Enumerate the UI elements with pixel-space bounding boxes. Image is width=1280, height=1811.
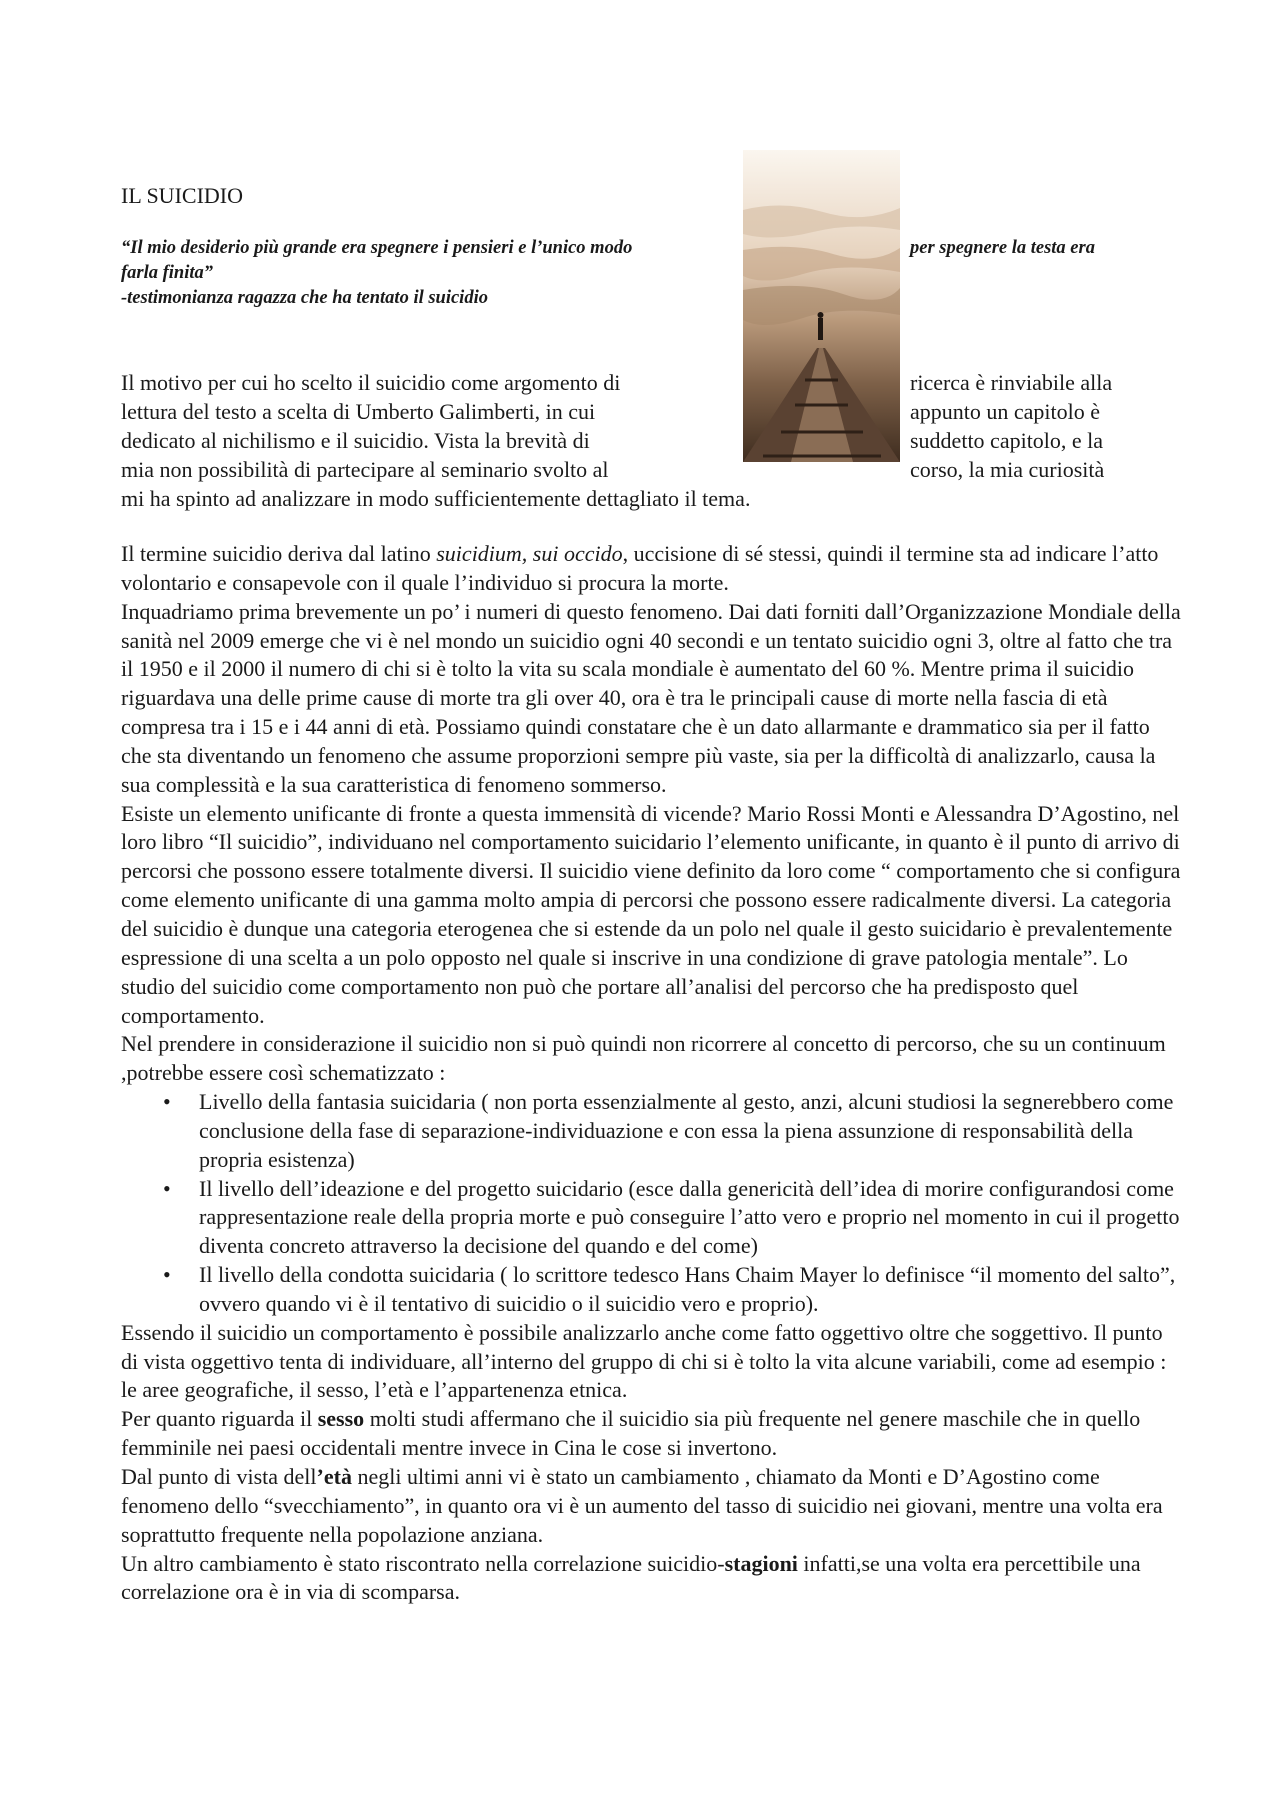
quote-part-3: farla finita” (121, 263, 213, 283)
list-item (121, 1088, 1181, 1175)
p7-bold: ’età (316, 1464, 352, 1489)
body-text (121, 540, 1181, 1607)
paragraph-sex (121, 1405, 1181, 1463)
intro-line-3-left: dedicato al nichilismo e il suicidio. Vista la brevità di (121, 428, 590, 453)
p1-italic: suicidium, sui occido (436, 541, 623, 566)
intro-line-1-left: Il motivo per cui ho scelto il suicidio come argomento di (121, 370, 621, 395)
paragraph-statistics: Inquadriamo prima brevemente un po’ i numeri di questo fenomeno. Dai dati forniti dall’Organizzazione Mondiale della sanità nel 2009 emerge che vi è nel mondo un suicidio ogni 40 secondi e un tentato suicidio ogni 3, oltre al fatto che tra il 1950 e il 2000 il numero di chi si è tolto la vita su scala mondiale è aumentato del 60 %. Mentre prima il suicidio riguardava una delle prime cause di morte tra gli over 40, ora è tra le principali cause di morte nella fascia di età compresa tra i 15 e i 44 anni di età. Possiamo quindi constatare che è un dato allarmante e drammatico sia per il fatto che sta diventando un fenomeno che assume proporzioni sempre più vaste, sia per la difficoltà di analizzarlo, causa la sua complessità e la sua caratteristica di fenomeno sommerso. (121, 598, 1181, 797)
p6-text-b: molti studi affermano che il suicidio sia più frequente nel genere maschile che in quello femminile nei paesi occidentali mentre invece in Cina le cose si invertono. (121, 1406, 1141, 1461)
quote-part-2: per spegnere la testa era (910, 238, 1095, 258)
page-title: IL SUICIDIO (121, 183, 243, 208)
p8-text-b: infatti,se una volta era percettibile una correlazione ora è in via di scomparsa. (121, 1550, 1141, 1605)
intro-line-1-right: ricerca è rinviabile alla (910, 370, 1113, 395)
list-item (121, 1261, 1181, 1319)
intro-line-4-left: mia non possibilità di partecipare al seminario svolto al (121, 457, 609, 482)
levels-list (121, 1088, 1181, 1319)
p7-text-b: negli ultimi anni vi è stato un cambiamento , chiamato da Monti e D’Agostino come fenomeno dello “svecchiamento”, in quanto ora vi è un aumento del tasso di suicidio nei giovani, mentre una volta era soprattutto frequente nella popolazione anziana. (121, 1464, 1163, 1547)
bullet-icon: • (163, 1089, 171, 1115)
paragraph-seasons (121, 1550, 1181, 1608)
paragraph-etymology (121, 540, 1181, 598)
illustration-person-on-pier (743, 150, 900, 462)
p7-text-a: Dal punto di vista dell (121, 1464, 317, 1489)
paragraph-objective-view: Essendo il suicidio un comportamento è possibile analizzarlo anche come fatto oggettivo oltre che soggettivo. Il punto di vista oggettivo tenta di individuare, all’interno del gruppo di chi si è tolto la vita alcune variabili, come ad esempio : le aree geografiche, il sesso, l’età e l’appartenenza etnica. (121, 1319, 1167, 1403)
p8-text-a: Un altro cambiamento è stato riscontrato nella correlazione suicidio- (121, 1550, 725, 1576)
list-item (121, 1175, 1181, 1262)
intro-line-4-right: corso, la mia curiosità (910, 457, 1105, 482)
p6-bold: sesso (317, 1406, 365, 1432)
intro-line-2-right: appunto un capitolo è (910, 399, 1101, 424)
opening-quote (121, 236, 746, 311)
p6-text-a: Per quanto riguarda il (121, 1406, 318, 1432)
p8-bold: stagioni (724, 1550, 798, 1576)
p1-text-a: Il termine suicidio deriva dal latino (121, 541, 437, 566)
paragraph-unifying-element: Esiste un elemento unificante di fronte a questa immensità di vicende? Mario Rossi Monti e Alessandra D’Agostino, nel loro libro “Il suicidio”, individuano nel comportamento suicidario l’elemento unificante, in quanto è il punto di arrivo di percorsi che possono essere totalmente diversi. Il suicidio viene definito da loro come “ comportamento che si configura come elemento unificante di una gamma molto ampia di percorsi che possono essere radicalmente diversi. La categoria del suicidio è dunque una categoria eterogenea che si estende da un polo nel quale il gesto suicidario è prevalentemente espressione di una scelta a un polo opposto nel quale si inscrive in una condizione di grave patologia mentale”. Lo studio del suicidio come comportamento non può che portare all’analisi del percorso che ha predisposto quel comportamento. (121, 800, 1181, 1028)
list-item-text: Livello della fantasia suicidaria ( non porta essenzialmente al gesto, anzi, alcuni studiosi la segnerebbero come conclusione della fase di separazione-individuazione e con essa la piena assunzione di responsabilità della propria esistenza) (199, 1089, 1174, 1172)
p1-text-b: , uccisione di sé stessi, quindi il termine sta ad indicare l’atto volontario e consapevole con il quale l’individuo si procura la morte. (121, 541, 1159, 595)
bullet-icon: • (163, 1175, 171, 1201)
paragraph-continuum: Nel prendere in considerazione il suicidio non si può quindi non ricorrere al concetto di percorso, che su un continuum ,potrebbe essere così schematizzato : (121, 1031, 1166, 1086)
intro-line-2-left: lettura del testo a scelta di Umberto Galimberti, in cui (121, 399, 596, 424)
intro-line-3-right: suddetto capitolo, e la (910, 428, 1104, 453)
paragraph-age (121, 1463, 1181, 1550)
pier-photo-drawing (743, 150, 900, 462)
quote-part-1: “Il mio desiderio più grande era spegnere i pensieri e l’unico modo (121, 238, 633, 258)
list-item-text: Il livello della condotta suicidaria ( lo scrittore tedesco Hans Chaim Mayer lo definisce “il momento del salto”, ovvero quando vi è il tentativo di suicidio o il suicidio vero e proprio). (199, 1262, 1176, 1316)
bullet-icon: • (163, 1262, 171, 1288)
quote-attribution: -testimonianza ragazza che ha tentato il suicidio (121, 288, 488, 308)
intro-line-5: mi ha spinto ad analizzare in modo sufficientemente dettagliato il tema. (121, 486, 751, 511)
list-item-text: Il livello dell’ideazione e del progetto suicidario (esce dalla genericità dell’idea di morire configurandosi come rappresentazione reale della propria morte e può conseguire l’atto vero e proprio nel momento in cui il progetto diventa concreto attraverso la decisione del quando e del come) (199, 1175, 1180, 1259)
